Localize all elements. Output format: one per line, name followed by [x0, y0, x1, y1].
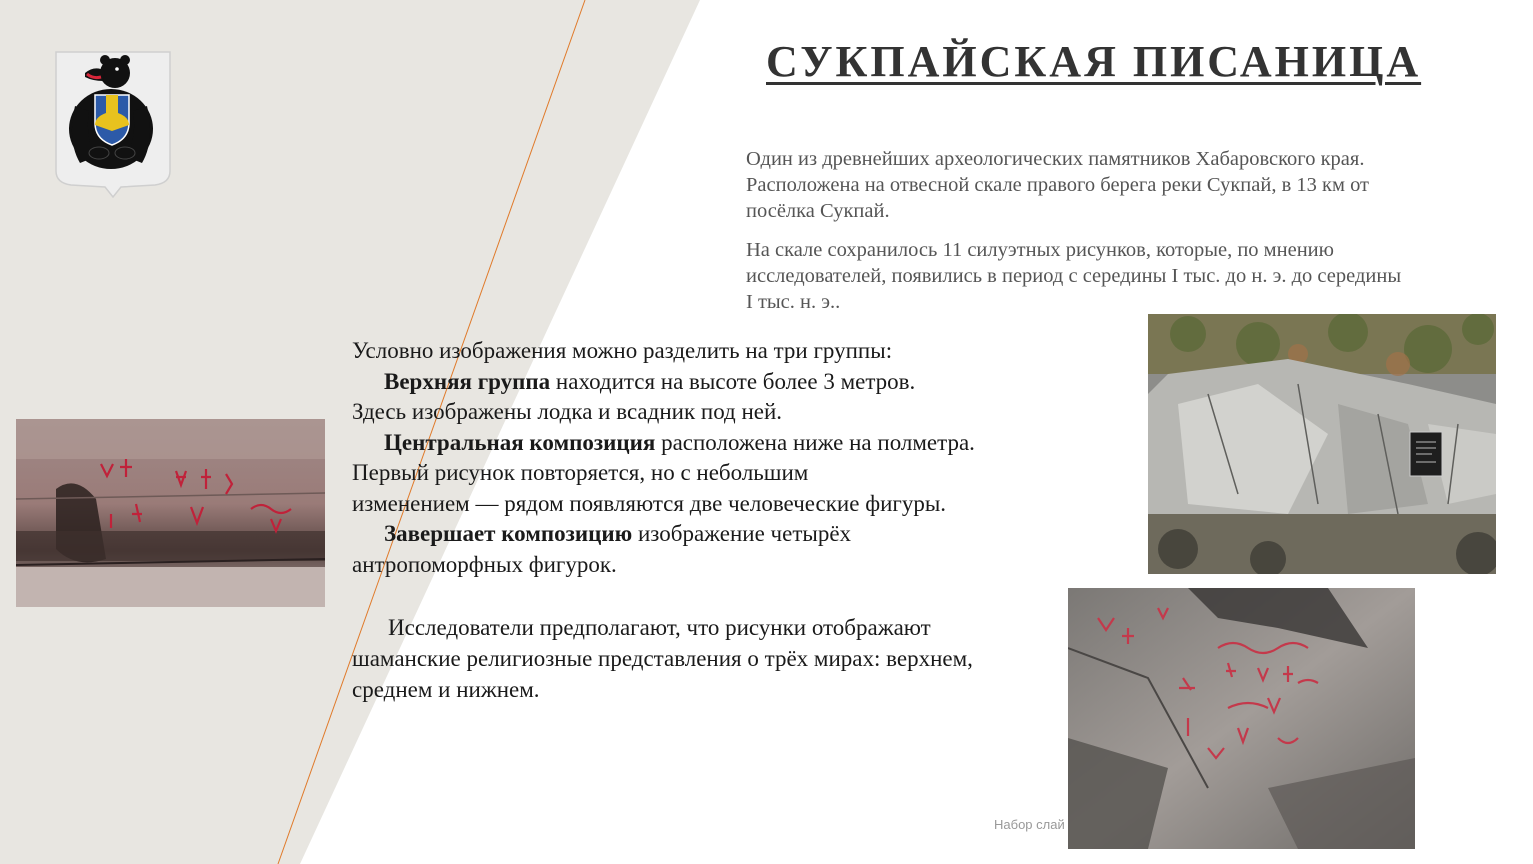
rock-drawings-photo-left — [16, 419, 325, 607]
upper-group-label: Верхняя группа — [384, 368, 551, 394]
conclusion-line-2: шаманские религиозные представления о трёх мирах: верхнем, — [352, 646, 973, 671]
central-group-line — [352, 428, 1072, 459]
central-group-label: Центральная композиция — [384, 429, 656, 455]
upper-group-text: находится на высоте более 3 метров. — [550, 368, 916, 394]
conclusion-line-1: Исследователи предполагают, что рисунки отображают — [388, 615, 931, 640]
intro-text — [746, 146, 1406, 328]
conclusion-line-3: среднем и нижнем. — [352, 677, 540, 702]
central-group-text: расположена ниже на полметра. — [655, 429, 975, 455]
intro-paragraph-2: На скале сохранилось 11 силуэтных рисунков, которые, по мнению исследователей, появились в период с середины I тыс. до н. э. до середины I тыс. н. э.. — [746, 239, 1402, 313]
final-group-detail: антропоморфных фигурок. — [352, 551, 617, 577]
conclusion-text — [352, 612, 1072, 705]
khabarovsk-coat-of-arms — [55, 51, 171, 198]
cliff-with-plaque-photo — [1148, 314, 1496, 574]
central-group-detail-2: изменением — рядом появляются две человеческие фигуры. — [352, 490, 947, 516]
slide-title: СУКПАЙСКАЯ ПИСАНИЦА — [766, 37, 1422, 86]
final-group-text: изображение четырёх — [632, 521, 852, 546]
rock-drawings-photo-right — [1068, 588, 1415, 849]
groups-description — [352, 336, 1072, 580]
groups-lead: Условно изображения можно разделить на три группы: — [352, 338, 893, 363]
central-group-detail-1: Первый рисунок повторяется, но с небольшим — [352, 460, 809, 485]
intro-paragraph-1: Один из древнейших археологических памятников Хабаровского края. Расположена на отвесной скале правого берега реки Сукпай, в 13 км от посёлка Сукпай. — [746, 148, 1370, 222]
footer-text: Набор слай — [994, 817, 1065, 832]
upper-group-line — [352, 367, 1072, 398]
final-group-label: Завершает композицию — [384, 521, 633, 546]
upper-group-detail: Здесь изображены лодка и всадник под ней. — [352, 399, 783, 424]
final-group-line — [352, 519, 1072, 550]
